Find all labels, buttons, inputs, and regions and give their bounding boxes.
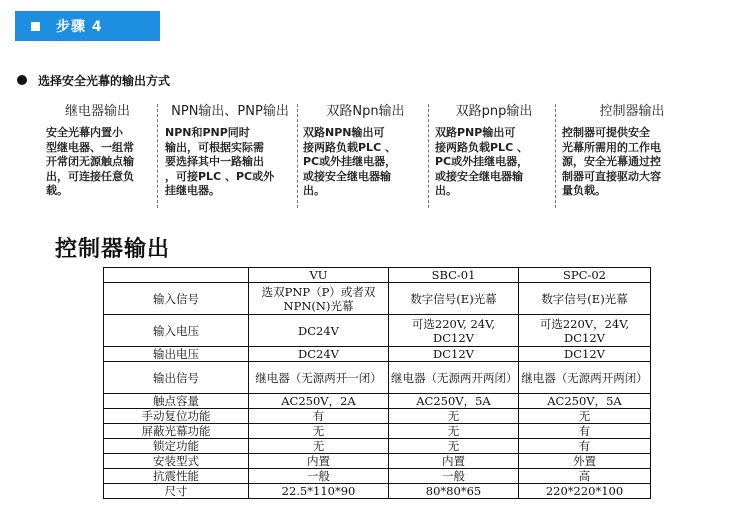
table-cell: 无 <box>519 409 651 424</box>
row-label: 抗震性能 <box>104 469 249 484</box>
table-row <box>104 424 651 439</box>
output-modes <box>40 100 700 210</box>
table-cell: AC250V，5A <box>389 394 519 409</box>
table-row <box>104 454 651 469</box>
table-cell: 内置 <box>249 454 389 469</box>
row-label: 输出电压 <box>104 347 249 362</box>
controller-heading: 控制器输出 <box>55 237 171 262</box>
output-mode-dual-pnp <box>435 100 553 210</box>
header-cell: SBC-01 <box>389 268 519 283</box>
table-cell: 外置 <box>519 454 651 469</box>
table-cell: 有 <box>519 439 651 454</box>
table-cell: 数字信号(E)光幕 <box>519 283 651 315</box>
square-icon <box>31 22 40 31</box>
output-mode-title: 继电器输出 <box>64 104 130 119</box>
bullet-icon <box>17 75 27 85</box>
column-divider <box>555 104 556 208</box>
output-mode-npn-pnp <box>165 100 295 210</box>
output-mode-title: 控制器输出 <box>599 104 665 119</box>
section-heading: 选择安全光幕的输出方式 <box>38 74 171 88</box>
output-mode-text: 安全光幕内置小 型继电器、一组常 开常闭无源触点输 出，可连接任意负 载。 <box>46 126 134 197</box>
output-mode-title: NPN输出、PNP输出 <box>171 104 289 119</box>
table-cell: 220*220*100 <box>519 484 651 499</box>
header-cell: SPC-02 <box>519 268 651 283</box>
row-label: 输入电压 <box>104 315 249 347</box>
output-mode-text: 双路NPN输出可 接两路负载PLC 、 PC或外挂继电器， 或接安全继电器输 出。 <box>303 126 397 197</box>
table-cell: 继电器（无源两开两闭） <box>519 362 651 394</box>
output-mode-text: NPN和PNP同时 输出，可根据实际需 要选择其中一路输出 ，可接PLC 、PC或外 挂继电器。 <box>165 126 275 197</box>
output-mode-title: 双路pnp输出 <box>455 104 533 119</box>
row-label: 手动复位功能 <box>104 409 249 424</box>
table-cell: 一般 <box>249 469 389 484</box>
output-mode-dual-npn <box>303 100 428 210</box>
table-cell: 80*80*65 <box>389 484 519 499</box>
table-cell: 无 <box>249 439 389 454</box>
table-cell: 22.5*110*90 <box>249 484 389 499</box>
table-cell: 有 <box>519 424 651 439</box>
table-cell: 继电器（无源两开一闭） <box>249 362 389 394</box>
header-cell: VU <box>249 268 389 283</box>
column-divider <box>157 104 158 208</box>
table-cell: 一般 <box>389 469 519 484</box>
table-cell: DC12V <box>389 347 519 362</box>
column-divider <box>297 104 298 208</box>
header-cell <box>104 268 249 283</box>
table-cell: 继电器（无源两开两闭） <box>389 362 519 394</box>
row-label: 锁定功能 <box>104 439 249 454</box>
table-cell: AC250V，5A <box>519 394 651 409</box>
table-cell: AC250V，2A <box>249 394 389 409</box>
table-row <box>104 394 651 409</box>
table-cell: 无 <box>389 409 519 424</box>
table-cell: 数字信号(E)光幕 <box>389 283 519 315</box>
table-cell: DC24V <box>249 347 389 362</box>
table-cell: 内置 <box>389 454 519 469</box>
table-cell: 选双PNP（P）或者双NPN(N)光幕 <box>249 283 389 315</box>
output-mode-text: 控制器可提供安全 光幕所需用的工作电 源，安全光幕通过控 制器可直接驱动大容 量负载。 <box>562 126 661 197</box>
table-cell: 无 <box>389 424 519 439</box>
output-mode-text: 双路PNP输出可 接两路负载PLC 、 PC或外挂继电器， 或接安全继电器输 出。 <box>435 126 529 197</box>
row-label: 尺寸 <box>104 484 249 499</box>
column-divider <box>428 104 429 208</box>
table-row <box>104 315 651 347</box>
table-row <box>104 347 651 362</box>
output-mode-relay <box>40 100 155 210</box>
output-mode-controller <box>562 100 702 210</box>
step-header <box>15 11 160 41</box>
table-row <box>104 283 651 315</box>
table-header-row <box>104 268 651 283</box>
table-cell: 高 <box>519 469 651 484</box>
row-label: 输出信号 <box>104 362 249 394</box>
table-row <box>104 439 651 454</box>
table-row <box>104 409 651 424</box>
row-label: 输入信号 <box>104 283 249 315</box>
table-row <box>104 484 651 499</box>
table-row <box>104 469 651 484</box>
table-cell: 可选220V, 24V, DC12V <box>389 315 519 347</box>
table-cell: 无 <box>389 439 519 454</box>
spec-table <box>103 267 651 499</box>
table-row <box>104 362 651 394</box>
row-label: 触点容量 <box>104 394 249 409</box>
table-cell: DC12V <box>519 347 651 362</box>
table-cell: 可选220V，24V, DC12V <box>519 315 651 347</box>
output-mode-title: 双路Npn输出 <box>326 104 405 119</box>
step-title: 步骤 4 <box>56 19 103 35</box>
table-cell: 无 <box>249 424 389 439</box>
row-label: 安装型式 <box>104 454 249 469</box>
row-label: 屏蔽光幕功能 <box>104 424 249 439</box>
table-cell: DC24V <box>249 315 389 347</box>
table-cell: 有 <box>249 409 389 424</box>
